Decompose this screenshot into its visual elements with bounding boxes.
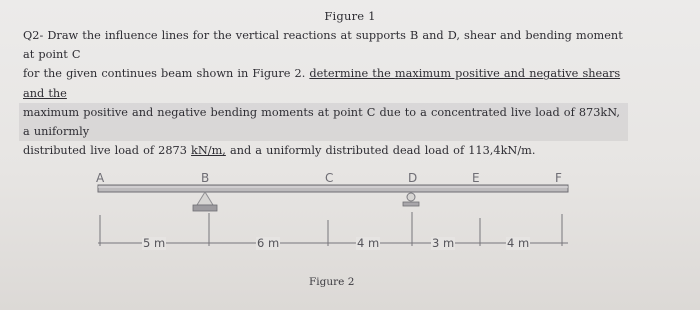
dimension-cd: 4 m (357, 236, 380, 250)
roller-support-d (403, 193, 419, 206)
question-line-2b: determine the maximum positive and negative shears and the (23, 67, 621, 100)
pin-support-b (193, 192, 217, 211)
point-label-e: E (472, 171, 480, 185)
beam (98, 185, 568, 192)
question-line-1: Q2- Draw the influence lines for the vertical reactions at supports B and D, shear and bending moment at point C (23, 29, 623, 62)
figure-2-caption: Figure 2 (309, 276, 355, 288)
question-line-4a: distributed live load of 2873 (23, 144, 187, 158)
dimension-de: 3 m (432, 236, 455, 250)
point-label-b: B (201, 171, 210, 185)
question-line-4b: kN/m, (191, 144, 226, 158)
point-label-d: D (408, 171, 418, 185)
dimension-bc: 6 m (257, 236, 280, 250)
point-label-c: C (325, 171, 334, 185)
question-line-2a: for the given continues beam shown in Figure 2. (23, 67, 306, 81)
dimension-ab: 5 m (143, 236, 166, 250)
dimension-ef: 4 m (507, 236, 530, 250)
figure-1-title: Figure 1 (324, 9, 376, 23)
dimension-line (98, 212, 568, 246)
point-label-a: A (96, 171, 105, 185)
question-line-4c: and a uniformly distributed dead load of 113,4kN/m. (229, 144, 536, 158)
point-label-f: F (555, 171, 562, 185)
question-line-3: maximum positive and negative bending moments at point C due to a concentrated live load of 873kN, a uniformly (19, 103, 628, 141)
